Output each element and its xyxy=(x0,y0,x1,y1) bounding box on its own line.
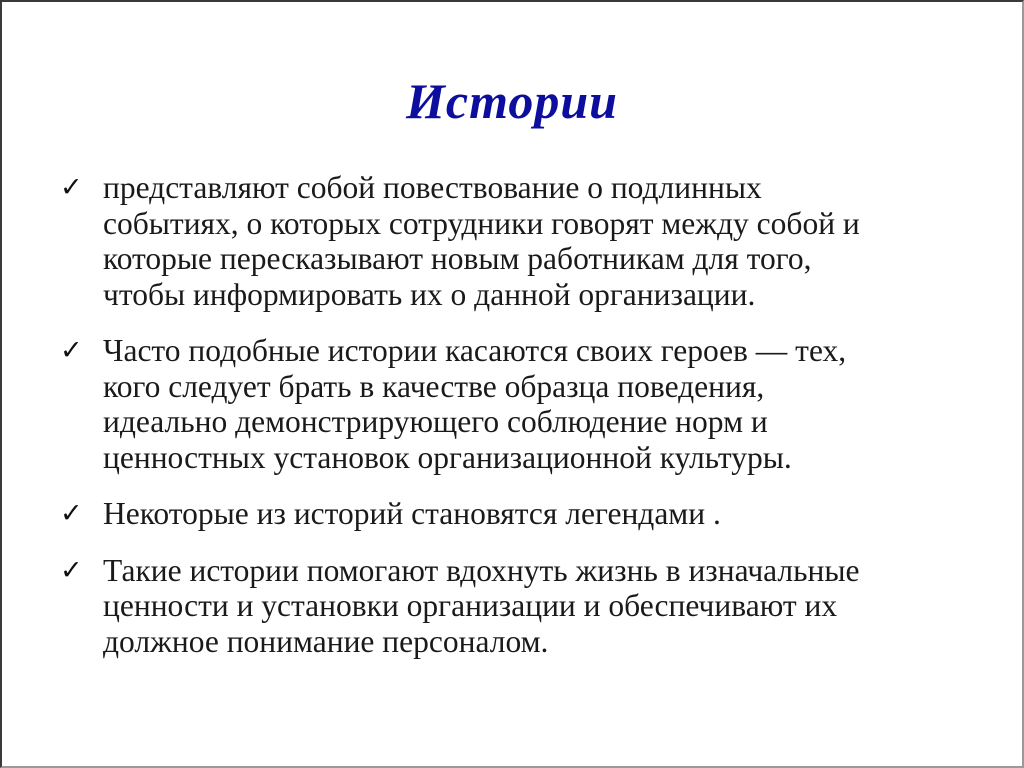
bullet-line: чтобы информировать их о данной организации. xyxy=(103,276,756,312)
bullet-line: которые пересказывают новым работникам для того, xyxy=(103,241,812,276)
bullet-line: идеально демонстрирующего соблюдение норм и xyxy=(103,404,768,439)
bullet-line: Часто подобные истории касаются своих героев — тех, xyxy=(103,333,847,368)
bullet-item xyxy=(60,333,992,475)
slide-title: Истории xyxy=(406,73,618,129)
check-icon: ✓ xyxy=(60,498,83,529)
bullet-item xyxy=(60,170,992,312)
check-icon: ✓ xyxy=(60,335,83,366)
check-icon: ✓ xyxy=(60,172,83,203)
bullet-line: представляют собой повествование о подлинных xyxy=(103,170,762,205)
bullet-list xyxy=(60,170,992,680)
bullet-line: событиях, о которых сотрудники говорят между собой и xyxy=(103,205,860,241)
check-icon: ✓ xyxy=(60,554,83,586)
bullet-line: кого следует брать в качестве образца поведения, xyxy=(103,368,765,404)
bullet-line: ценности и установки организации и обеспечивают их xyxy=(103,588,838,623)
bullet-item xyxy=(60,553,992,660)
bullet-item xyxy=(60,496,992,532)
bullet-line: ценностных установок организационной культуры. xyxy=(103,439,792,475)
bullet-line: должное понимание персоналом. xyxy=(103,623,549,659)
bullet-line: Такие истории помогают вдохнуть жизнь в изначальные xyxy=(103,552,860,588)
bullet-line: Некоторые из историй становятся легендами . xyxy=(103,496,721,531)
